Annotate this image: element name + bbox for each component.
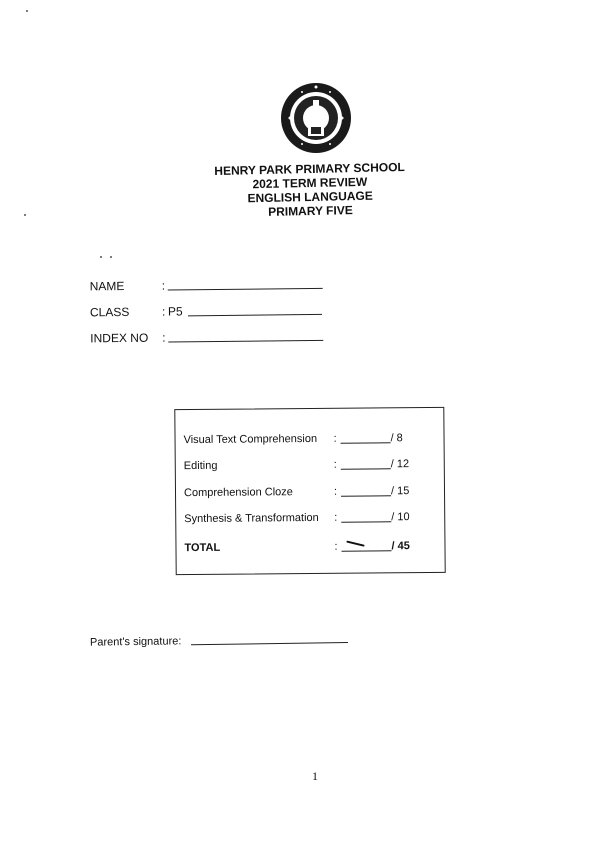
colon: :	[161, 304, 166, 319]
colon: :	[161, 278, 166, 293]
score-row	[183, 432, 435, 452]
score-row	[184, 511, 436, 531]
class-value: P5	[167, 304, 183, 319]
signature-blank-line[interactable]	[191, 642, 348, 645]
level-title: PRIMARY FIVE	[267, 203, 353, 219]
score-blank[interactable]	[341, 495, 391, 496]
total-row	[184, 540, 436, 560]
scan-speck	[110, 256, 112, 258]
section-name: Comprehension Cloze	[183, 486, 293, 500]
name-field	[90, 275, 350, 304]
section-max-marks: / 15	[390, 485, 410, 498]
exam-title: 2021 TERM REVIEW	[252, 174, 368, 192]
subject-title: ENGLISH LANGUAGE	[247, 188, 373, 206]
score-blank[interactable]	[341, 442, 391, 443]
colon: :	[334, 511, 338, 524]
colon: :	[333, 432, 337, 445]
section-max-marks: / 12	[390, 458, 410, 471]
section-name: Editing	[183, 459, 218, 473]
colon: :	[162, 330, 166, 345]
total-score-blank[interactable]	[342, 550, 392, 551]
total-label: TOTAL	[184, 541, 221, 555]
index-field	[90, 327, 350, 356]
class-blank-line[interactable]	[188, 314, 322, 316]
score-blank[interactable]	[341, 521, 391, 522]
colon: :	[333, 458, 337, 471]
class-label: CLASS	[89, 304, 130, 320]
parent-signature-field	[90, 635, 182, 648]
section-max-marks: / 8	[390, 432, 403, 445]
section-name: Visual Text Comprehension	[183, 432, 318, 447]
score-row	[184, 458, 436, 478]
name-blank-line[interactable]	[168, 288, 323, 291]
class-field	[90, 301, 350, 330]
pen-mark-icon	[346, 541, 364, 547]
scan-speck	[100, 256, 102, 258]
total-max-marks: / 45	[391, 540, 410, 553]
section-max-marks: / 10	[391, 511, 410, 524]
student-details	[90, 275, 351, 356]
colon: :	[334, 540, 338, 553]
name-label: NAME	[89, 279, 125, 294]
school-crest-logo	[280, 82, 352, 154]
scan-speck	[26, 10, 28, 12]
page-number: 1	[312, 769, 318, 783]
index-blank-line[interactable]	[168, 340, 323, 343]
score-blank[interactable]	[341, 468, 391, 469]
section-name: Synthesis & Transformation	[184, 511, 319, 526]
score-row	[184, 485, 436, 505]
exam-heading	[179, 159, 440, 220]
index-label: INDEX NO	[90, 330, 149, 346]
colon: :	[333, 485, 338, 498]
school-name: HENRY PARK PRIMARY SCHOOL	[214, 160, 405, 178]
signature-label: Parent's signature:	[89, 635, 182, 649]
scan-speck	[24, 214, 26, 216]
score-summary-box	[174, 407, 445, 575]
